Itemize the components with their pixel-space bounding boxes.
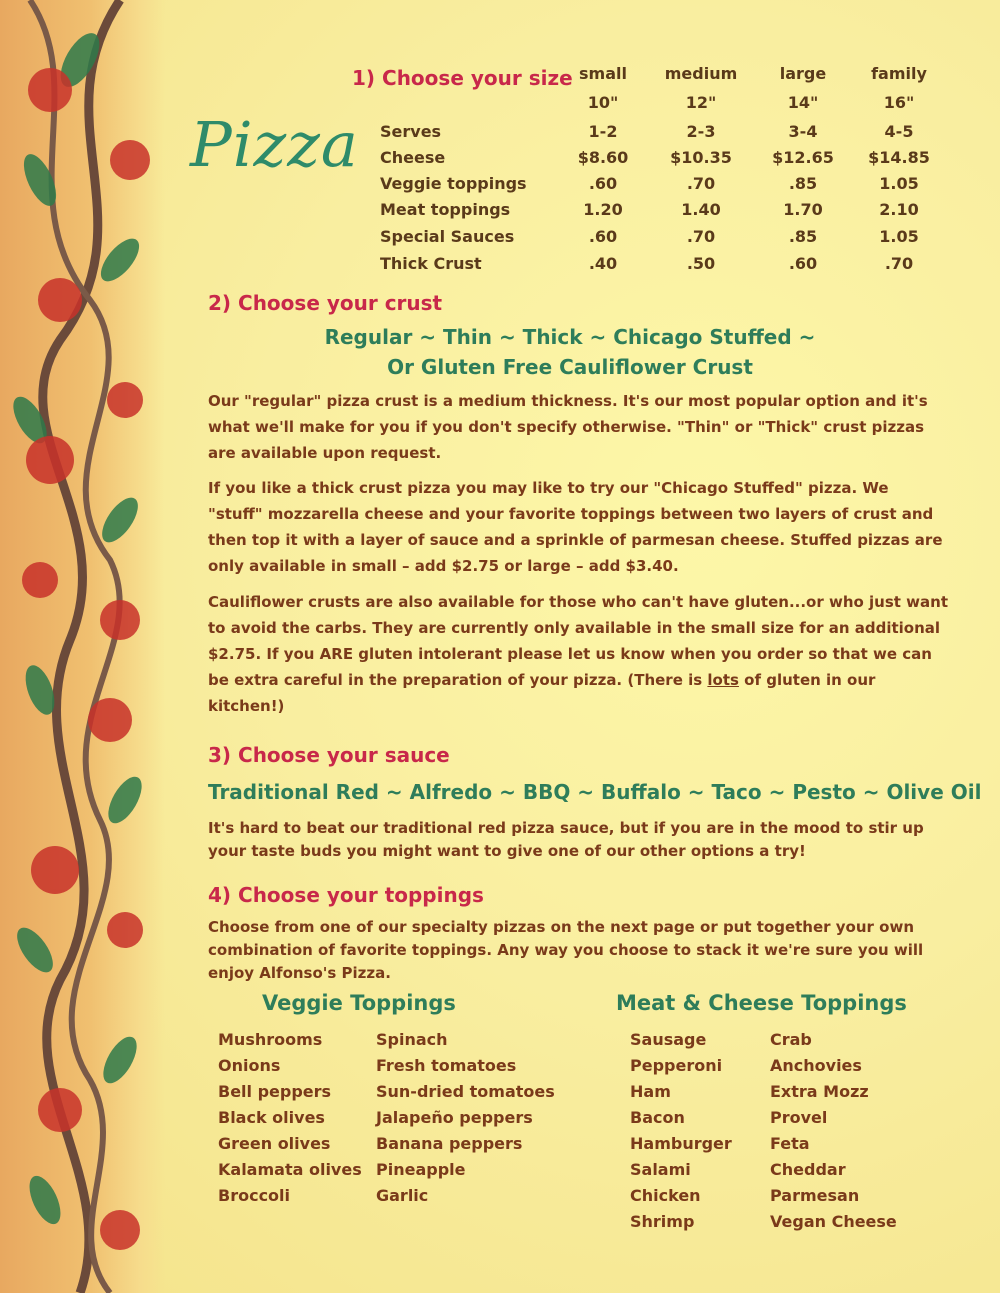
row-value: .60 xyxy=(588,227,618,246)
crust-paragraph: If you like a thick crust pizza you may like to try our "Chicago Stuffed" pizza. We "stuff" mozzarella cheese and your favorite toppings between two layers of crust and then top it with a layer of sauce and a sprinkle of parmesan cheese. Stuffed pizzas are only available in small – add $2.75 or large – add $3.40. xyxy=(208,479,943,575)
list-item: Pepperoni xyxy=(630,1056,723,1075)
row-value: $12.65 xyxy=(772,148,834,167)
sauce-paragraph: It's hard to beat our traditional red pizza sauce, but if you are in the mood to stir up your taste buds you might want to give one of our other options a try! xyxy=(208,819,924,860)
list-item: Vegan Cheese xyxy=(770,1212,897,1231)
list-item: Feta xyxy=(770,1134,810,1153)
list-item: Chicken xyxy=(630,1186,701,1205)
vine-illustration xyxy=(0,0,165,1293)
list-item: Garlic xyxy=(376,1186,429,1205)
row-value: 3-4 xyxy=(788,122,818,141)
list-item: Bacon xyxy=(630,1108,685,1127)
row-label: Thick Crust xyxy=(380,254,482,273)
meat-toppings-heading: Meat & Cheese Toppings xyxy=(616,991,907,1015)
row-value: $8.60 xyxy=(577,148,629,167)
crust-paragraph xyxy=(208,589,948,719)
crust-options-line: Or Gluten Free Cauliflower Crust xyxy=(387,355,753,379)
row-value: 4-5 xyxy=(884,122,914,141)
list-item: Anchovies xyxy=(770,1056,862,1075)
row-value: 2-3 xyxy=(686,122,716,141)
row-value: .40 xyxy=(588,254,618,273)
list-item: Spinach xyxy=(376,1030,448,1049)
row-value: 1-2 xyxy=(588,122,618,141)
row-value: $14.85 xyxy=(868,148,930,167)
list-item: Cheddar xyxy=(770,1160,846,1179)
row-value: .60 xyxy=(588,174,618,193)
crust-options xyxy=(300,322,840,382)
section-heading-crust: 2) Choose your crust xyxy=(208,291,443,315)
row-value: 1.20 xyxy=(583,200,623,219)
page-title: Pizza xyxy=(190,108,359,181)
list-item: Extra Mozz xyxy=(770,1082,869,1101)
row-value: .70 xyxy=(884,254,914,273)
row-value: 2.10 xyxy=(879,200,919,219)
size-name: small xyxy=(579,64,627,83)
list-item: Kalamata olives xyxy=(218,1160,362,1179)
paragraph-text: Cauliflower crusts are also available for those who can't have gluten...or who just want to avoid the carbs. They are currently only available in the small size for an additional $2.75. If you ARE gluten intolerant please let us know when you order so that we can be extra careful in the preparation of your pizza. (There is xyxy=(208,593,948,689)
size-name: medium xyxy=(664,64,738,83)
list-item: Shrimp xyxy=(630,1212,695,1231)
size-diameter: 14" xyxy=(787,93,819,112)
size-name: family xyxy=(871,64,927,83)
veggie-list xyxy=(218,1027,362,1209)
list-item: Sun-dried tomatoes xyxy=(376,1082,555,1101)
list-item: Hamburger xyxy=(630,1134,732,1153)
row-label: Special Sauces xyxy=(380,227,515,246)
floral-vine-border xyxy=(0,0,165,1293)
list-item: Onions xyxy=(218,1056,281,1075)
row-value: 1.05 xyxy=(879,227,919,246)
list-item: Pineapple xyxy=(376,1160,466,1179)
list-item: Sausage xyxy=(630,1030,707,1049)
list-item: Ham xyxy=(630,1082,671,1101)
list-item: Green olives xyxy=(218,1134,331,1153)
size-diameter: 16" xyxy=(883,93,915,112)
crust-paragraph: Our "regular" pizza crust is a medium thickness. It's our most popular option and it's what we'll make for you if you don't specify otherwise. "Thin" or "Thick" crust pizzas are available upon request. xyxy=(208,392,928,462)
row-value: .70 xyxy=(686,174,716,193)
meat-list xyxy=(770,1027,897,1235)
size-name: large xyxy=(779,64,827,83)
row-label: Meat toppings xyxy=(380,200,511,219)
veggie-toppings-heading: Veggie Toppings xyxy=(262,991,456,1015)
size-diameter: 10" xyxy=(587,93,619,112)
section-heading-size: 1) Choose your size xyxy=(352,66,573,90)
row-value: .60 xyxy=(788,254,818,273)
list-item: Jalapeño peppers xyxy=(376,1108,533,1127)
row-value: .85 xyxy=(788,174,818,193)
row-label: Cheese xyxy=(380,148,446,167)
toppings-paragraph: Choose from one of our specialty pizzas on the next page or put together your own combination of favorite toppings. Any way you choose to stack it we're sure you will enjoy Alfonso's Pizza. xyxy=(208,918,924,982)
meat-list xyxy=(630,1027,732,1235)
row-label: Veggie toppings xyxy=(380,174,527,193)
row-value: .50 xyxy=(686,254,716,273)
list-item: Crab xyxy=(770,1030,812,1049)
veggie-list xyxy=(376,1027,555,1209)
size-diameter: 12" xyxy=(685,93,717,112)
section-heading-toppings: 4) Choose your toppings xyxy=(208,883,484,907)
underlined-text: lots xyxy=(707,671,739,689)
row-value: $10.35 xyxy=(670,148,732,167)
row-value: .70 xyxy=(686,227,716,246)
list-item: Salami xyxy=(630,1160,691,1179)
row-value: 1.05 xyxy=(879,174,919,193)
sauce-options: Traditional Red ~ Alfredo ~ BBQ ~ Buffalo ~ Taco ~ Pesto ~ Olive Oil xyxy=(208,780,982,804)
list-item: Fresh tomatoes xyxy=(376,1056,517,1075)
row-value: .85 xyxy=(788,227,818,246)
list-item: Mushrooms xyxy=(218,1030,323,1049)
row-value: 1.70 xyxy=(783,200,823,219)
list-item: Banana peppers xyxy=(376,1134,523,1153)
paragraph-text: of gluten in our kitchen!) xyxy=(208,671,876,715)
section-heading-sauce: 3) Choose your sauce xyxy=(208,743,450,767)
list-item: Bell peppers xyxy=(218,1082,332,1101)
row-value: 1.40 xyxy=(681,200,721,219)
list-item: Black olives xyxy=(218,1108,325,1127)
list-item: Provel xyxy=(770,1108,828,1127)
row-label: Serves xyxy=(380,122,442,141)
list-item: Parmesan xyxy=(770,1186,860,1205)
list-item: Broccoli xyxy=(218,1186,291,1205)
crust-options-line: Regular ~ Thin ~ Thick ~ Chicago Stuffed ~ xyxy=(324,325,816,349)
